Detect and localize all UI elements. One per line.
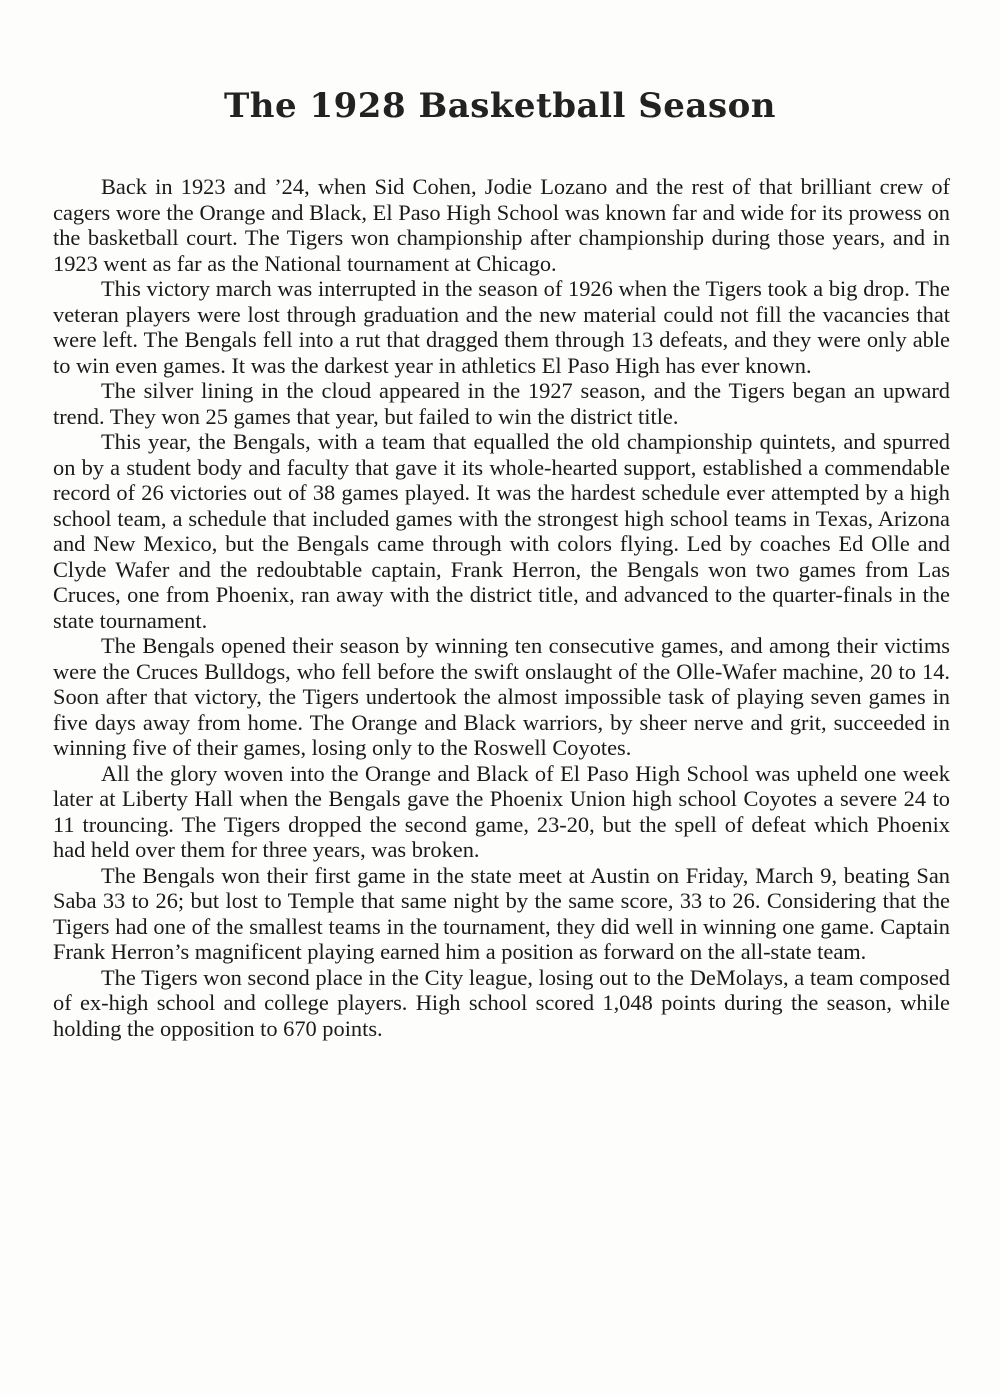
paragraph-8: The Tigers won second place in the City league, losing out to the DeMolays, a team composed of ex-high school and college players. High school scored 1,048 points during the season, while holding the opposition to 670 points. [53,964,950,1041]
paragraph-1: Back in 1923 and ’24, when Sid Cohen, Jodie Lozano and the rest of that brilliant crew of cagers wore the Orange and Black, El Paso High School was known far and wide for its prowess on the basketball court. The Tigers won championship after championship during those years, and in 1923 went as far as the National tournament at Chicago. [53,174,950,276]
page-title: The 1928 Basketball Season [224,86,776,126]
paragraph-4: This year, the Bengals, with a team that equalled the old championship quintets, and spurred on by a student body and faculty that gave it its whole-hearted support, established a commendable record of 26 victories out of 38 games played. It was the hardest schedule ever attempted by a high school team, a schedule that included games with the strongest high school teams in Texas, Arizona and New Mexico, but the Bengals came through with colors flying. Led by coaches Ed Olle and Clyde Wafer and the redoubtable captain, Frank Herron, the Bengals won two games from Las Cruces, one from Phoenix, ran away with the district title, and advanced to the quarter-finals in the state tournament. [53,429,950,633]
paragraph-6: All the glory woven into the Orange and Black of El Paso High School was upheld one week later at Liberty Hall when the Bengals gave the Phoenix Union high school Coyotes a severe 24 to 11 trouncing. The Tigers dropped the second game, 23-20, but the spell of defeat which Phoenix had held over them for three years, was broken. [53,760,950,862]
article-body [53,174,950,1041]
paragraph-3: The silver lining in the cloud appeared in the 1927 season, and the Tigers began an upward trend. They won 25 games that year, but failed to win the district title. [53,378,950,429]
paragraph-5: The Bengals opened their season by winning ten consecutive games, and among their victims were the Cruces Bulldogs, who fell before the swift onslaught of the Olle-Wafer machine, 20 to 14. Soon after that victory, the Tigers undertook the almost impossible task of playing seven games in five days away from home. The Orange and Black warriors, by sheer nerve and grit, succeeded in winning five of their games, losing only to the Roswell Coyotes. [53,633,950,760]
paragraph-7: The Bengals won their first game in the state meet at Austin on Friday, March 9, beating San Saba 33 to 26; but lost to Temple that same night by the same score, 33 to 26. Considering that the Tigers had one of the smallest teams in the tournament, they did well in winning one game. Captain Frank Herron’s magnificent playing earned him a position as forward on the all-state team. [53,862,950,964]
paragraph-2: This victory march was interrupted in the season of 1926 when the Tigers took a big drop. The veteran players were lost through graduation and the new material could not fill the vacancies that were left. The Bengals fell into a rut that dragged them through 13 defeats, and they were only able to win even games. It was the darkest year in athletics El Paso High has ever known. [53,276,950,378]
